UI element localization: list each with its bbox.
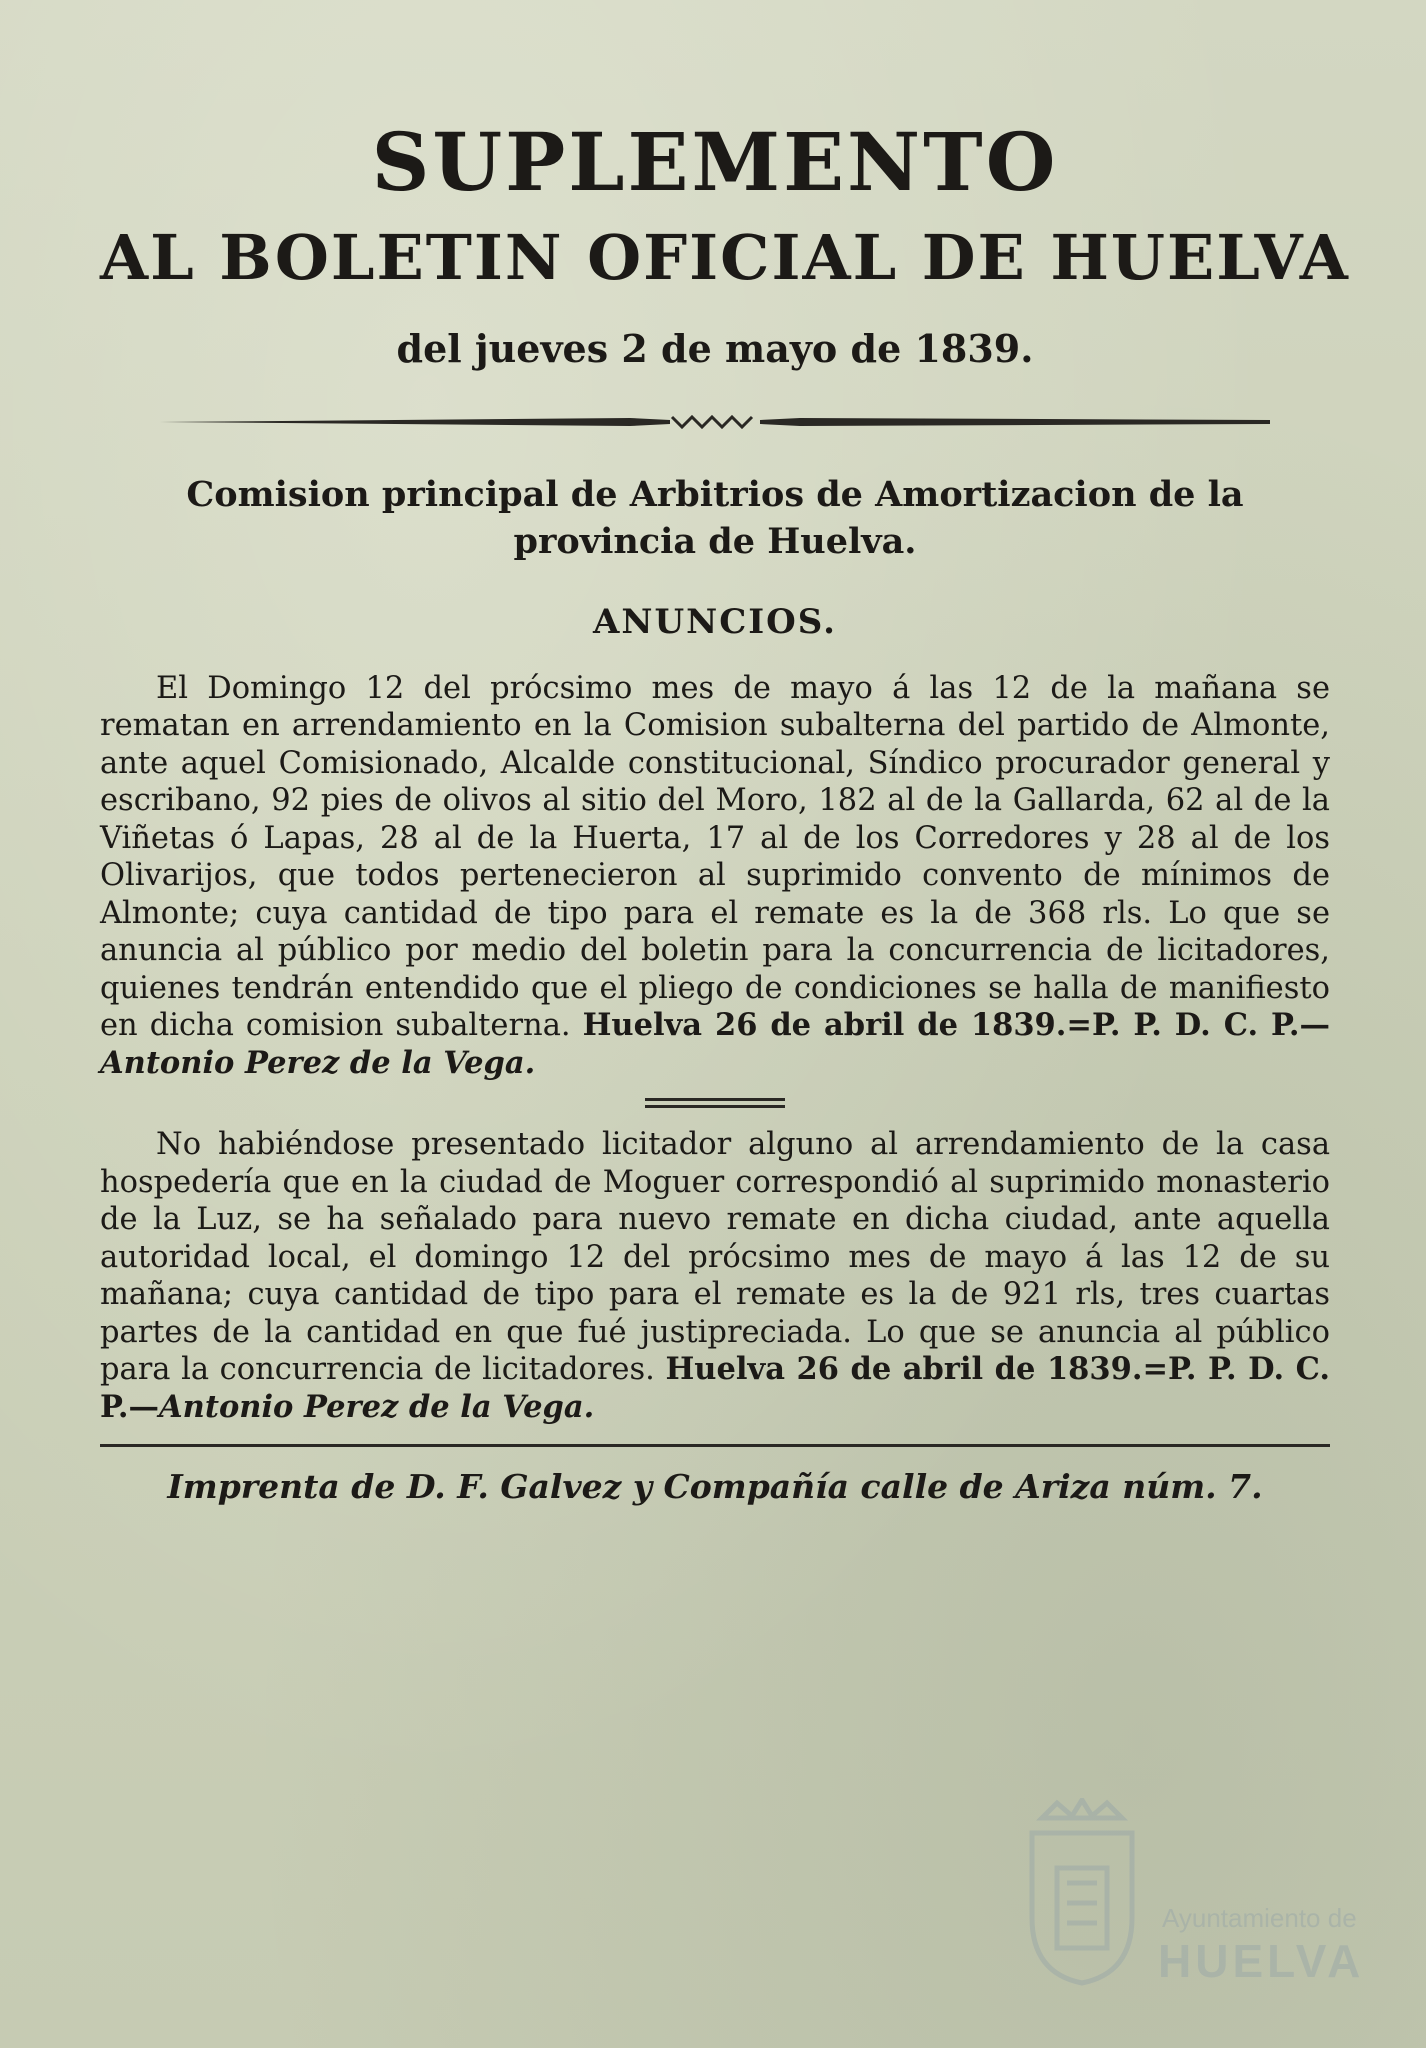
coat-of-arms-icon bbox=[1012, 1798, 1152, 1988]
page-subtitle: AL BOLETIN OFICIAL DE HUELVA bbox=[100, 221, 1350, 294]
watermark-line1: Ayuntamiento de bbox=[1162, 1903, 1357, 1933]
announcement-body: No habiéndose presentado licitador alguno al arrendamiento de la casa hospedería que en la ciudad de Moguer correspondió al suprimido monasterio de la Luz, se ha señalado para nuevo remate en dicha ciudad, ante aquella autoridad local, el domingo 12 del prócsimo mes de mayo á las 12 de su mañana; cuya cantidad de tipo para el remate es la de 921 rls, tres cuartas partes de la cantidad en que fué justipreciada. Lo que se anuncia al público para la concurrencia de licitadores. bbox=[100, 1127, 1330, 1388]
announcement-1 bbox=[100, 670, 1330, 1083]
announcement-body: El Domingo 12 del prócsimo mes de mayo á las 12 de la mañana se rematan en arrendamiento en la Comision subalterna del partido de Almonte, ante aquel Comisionado, Alcalde constitucional, Síndico procurador general y escribano, 92 pies de olivos al sitio del Moro, 182 al de la Gallarda, 62 al de la Viñetas ó Lapas, 28 al de la Huerta, 17 al de los Corredores y 28 al de los Olivarijos, que todos pertenecieron al suprimido convento de mínimos de Almonte; cuya cantidad de tipo para el remate es la de 368 rls. Lo que se anuncia al público por medio del boletin para la concurrencia de licitadores, quienes tendrán entendido que el pliego de condiciones se halla de manifiesto en dicha comision subalterna. bbox=[100, 670, 1330, 1044]
commission-heading: Comision principal de Arbitrios de Amortizacion de la provincia de Huelva. bbox=[186, 474, 1244, 563]
ornamental-rule bbox=[160, 409, 1270, 435]
issue-date: del jueves 2 de mayo de 1839. bbox=[396, 326, 1034, 372]
archive-watermark bbox=[1012, 1798, 1365, 1998]
footer-rule bbox=[100, 1444, 1330, 1447]
announcement-date: Huelva 26 de abril de 1839.=P. P. D. C. P.— bbox=[582, 1007, 1330, 1044]
announcement-separator bbox=[645, 1098, 785, 1108]
announcement-date: Huelva 26 de abril de 1839.=P. P. D. C. P.— bbox=[100, 1351, 1331, 1425]
watermark-line2: HUELVA bbox=[1158, 1935, 1365, 1987]
ornament-rule-icon bbox=[160, 409, 1270, 435]
announcement-2 bbox=[100, 1126, 1330, 1426]
page-title: SUPLEMENTO bbox=[371, 115, 1059, 209]
printer-imprint: Imprenta de D. F. Galvez y Compañía calle de Ariza núm. 7. bbox=[167, 1467, 1263, 1507]
page-content bbox=[100, 115, 1350, 1507]
section-heading: ANUNCIOS. bbox=[593, 601, 837, 642]
announcement-signature: Antonio Perez de la Vega. bbox=[100, 1044, 536, 1081]
announcement-signature: Antonio Perez de la Vega. bbox=[159, 1388, 595, 1425]
